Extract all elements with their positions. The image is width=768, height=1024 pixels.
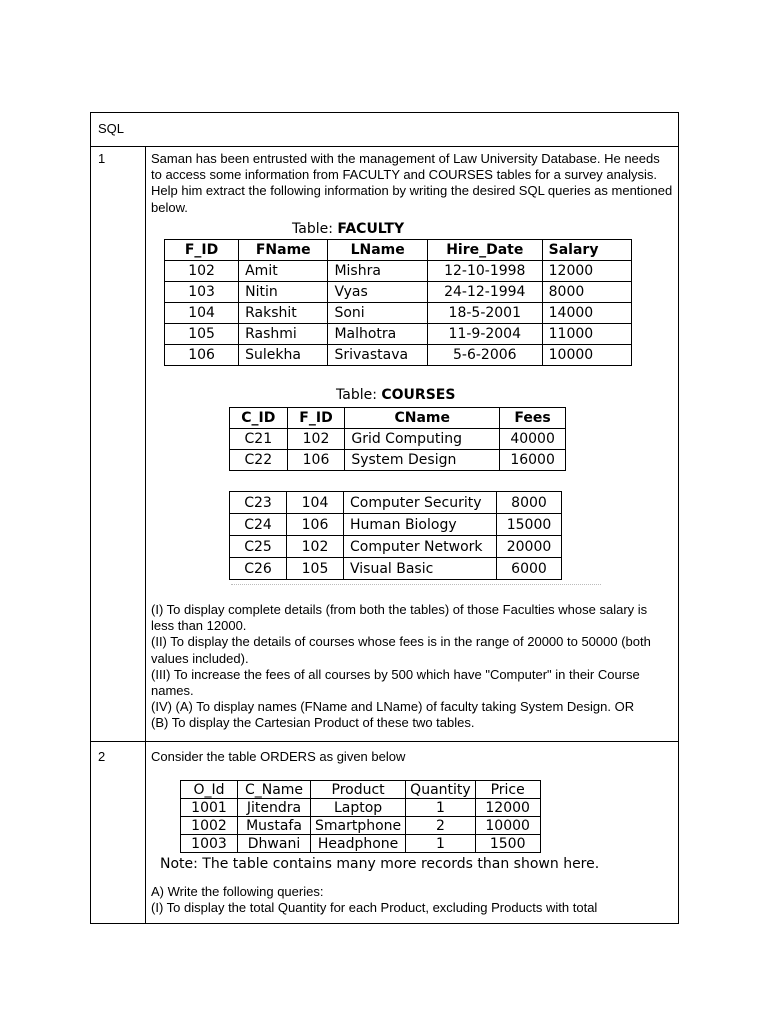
table-note: Note: The table contains many more records than shown here.	[160, 856, 600, 872]
table-cell: C24	[230, 514, 287, 536]
table-cell: Amit	[239, 261, 328, 282]
column-header: F_ID	[287, 408, 345, 429]
table-cell: Rashmi	[239, 324, 328, 345]
column-header: C_ID	[230, 408, 288, 429]
table-cell: 1001	[181, 799, 238, 817]
column-header: LName	[328, 240, 427, 261]
table-cell: 106	[165, 345, 239, 366]
table-cell: Computer Security	[344, 492, 497, 514]
table-row	[181, 799, 541, 817]
table-cell: Sulekha	[239, 345, 328, 366]
column-header: Salary	[542, 240, 631, 261]
table-header-row	[165, 240, 632, 261]
table-cell: 106	[287, 450, 345, 471]
table-cell: 11000	[542, 324, 631, 345]
table-cell: 1	[406, 835, 476, 853]
query-item: (I) To display complete details (from both the tables) of those Faculties whose salary is less than 12000.	[151, 602, 648, 634]
table-cell: 20000	[497, 536, 562, 558]
query-item: (IV) (A) To display names (FName and LName) of faculty taking System Design. OR	[151, 699, 635, 715]
table-row	[230, 558, 562, 580]
table-cell: Rakshit	[239, 303, 328, 324]
table-cell: Vyas	[328, 282, 427, 303]
part-a-heading: A) Write the following queries:	[151, 884, 324, 899]
table-row	[165, 282, 632, 303]
table-cell: Soni	[328, 303, 427, 324]
table-cell: 2	[406, 817, 476, 835]
question-table	[90, 112, 679, 924]
table-cell: 12000	[542, 261, 631, 282]
table-cell: 104	[287, 492, 344, 514]
table-cell: 102	[287, 429, 345, 450]
table-cell: Srivastava	[328, 345, 427, 366]
table-cell: 105	[165, 324, 239, 345]
table-row	[230, 492, 562, 514]
table-row	[165, 345, 632, 366]
table-row	[165, 303, 632, 324]
row-divider	[91, 741, 678, 742]
table-cell: Laptop	[311, 799, 406, 817]
query-item: (I) To display the total Quantity for each Product, excluding Products with total	[151, 900, 598, 916]
courses-table-continued	[229, 491, 562, 580]
table-cell: 5-6-2006	[427, 345, 542, 366]
column-header: CName	[345, 408, 500, 429]
question-intro: Saman has been entrusted with the management of Law University Database. He needs to access some information from FACULTY and COURSES tables for a survey analysis. Help him extract the following information by writing the desired SQL queries as mentioned below.	[151, 151, 673, 215]
table-cell: 24-12-1994	[427, 282, 542, 303]
section-title: SQL	[98, 121, 125, 136]
table-cell: 6000	[497, 558, 562, 580]
table-header-row	[230, 408, 566, 429]
table-cell: Grid Computing	[345, 429, 500, 450]
table-row	[230, 536, 562, 558]
table-cell: Mishra	[328, 261, 427, 282]
query-item: (II) To display the details of courses whose fees is in the range of 20000 to 50000 (both values included).	[151, 634, 651, 666]
table-cell: Visual Basic	[344, 558, 497, 580]
table-cell: C23	[230, 492, 287, 514]
table-cell: 102	[287, 536, 344, 558]
table-row	[165, 261, 632, 282]
table-cell: 1500	[475, 835, 540, 853]
table-cell: 1003	[181, 835, 238, 853]
table-cell: 8000	[542, 282, 631, 303]
table-cell: Smartphone	[311, 817, 406, 835]
table-cell: 10000	[542, 345, 631, 366]
table-cell: 11-9-2004	[427, 324, 542, 345]
table-cell: 12-10-1998	[427, 261, 542, 282]
courses-caption: Table: COURSES	[336, 387, 456, 403]
table-row	[181, 835, 541, 853]
table-cell: Computer Network	[344, 536, 497, 558]
table-cell: Dhwani	[238, 835, 311, 853]
table-cell: Human Biology	[344, 514, 497, 536]
column-header: F_ID	[165, 240, 239, 261]
table-cell: 18-5-2001	[427, 303, 542, 324]
part-a	[151, 884, 673, 916]
table-row	[230, 450, 566, 471]
table-cell: C26	[230, 558, 287, 580]
faculty-caption: Table: FACULTY	[292, 221, 405, 237]
column-header: Fees	[500, 408, 566, 429]
table-cell: 104	[165, 303, 239, 324]
table-cell: 10000	[475, 817, 540, 835]
scan-artifact	[231, 584, 601, 588]
table-cell: 12000	[475, 799, 540, 817]
column-header: O_Id	[181, 781, 238, 799]
table-cell: 102	[165, 261, 239, 282]
table-cell: 8000	[497, 492, 562, 514]
table-cell: 105	[287, 558, 344, 580]
table-row	[230, 514, 562, 536]
table-cell: 15000	[497, 514, 562, 536]
table-cell: Jitendra	[238, 799, 311, 817]
table-cell: System Design	[345, 450, 500, 471]
table-cell: Mustafa	[238, 817, 311, 835]
table-cell: C22	[230, 450, 288, 471]
table-cell: 106	[287, 514, 344, 536]
table-cell: 16000	[500, 450, 566, 471]
query-item: (B) To display the Cartesian Product of these two tables.	[151, 715, 475, 731]
question-number: 2	[98, 749, 106, 764]
column-header: Hire_Date	[427, 240, 542, 261]
orders-table	[180, 780, 541, 853]
column-header: Product	[311, 781, 406, 799]
table-cell: 103	[165, 282, 239, 303]
table-cell: Headphone	[311, 835, 406, 853]
column-divider	[145, 146, 146, 923]
table-row	[165, 324, 632, 345]
table-cell: C25	[230, 536, 287, 558]
column-header: Price	[475, 781, 540, 799]
query-item: (III) To increase the fees of all courses by 500 which have "Computer" in their Course names.	[151, 666, 640, 699]
table-cell: Nitin	[239, 282, 328, 303]
table-cell: C21	[230, 429, 288, 450]
table-cell: 14000	[542, 303, 631, 324]
row-divider	[91, 146, 678, 147]
question-intro: Consider the table ORDERS as given below	[151, 749, 406, 764]
question-number: 1	[98, 151, 106, 166]
table-row	[181, 817, 541, 835]
query-list	[151, 602, 673, 732]
column-header: Quantity	[406, 781, 476, 799]
table-header-row	[181, 781, 541, 799]
column-header: C_Name	[238, 781, 311, 799]
faculty-table	[164, 239, 632, 366]
column-header: FName	[239, 240, 328, 261]
table-cell: 1	[406, 799, 476, 817]
table-cell: 1002	[181, 817, 238, 835]
table-cell: 40000	[500, 429, 566, 450]
courses-table	[229, 407, 566, 471]
table-cell: Malhotra	[328, 324, 427, 345]
table-row	[230, 429, 566, 450]
